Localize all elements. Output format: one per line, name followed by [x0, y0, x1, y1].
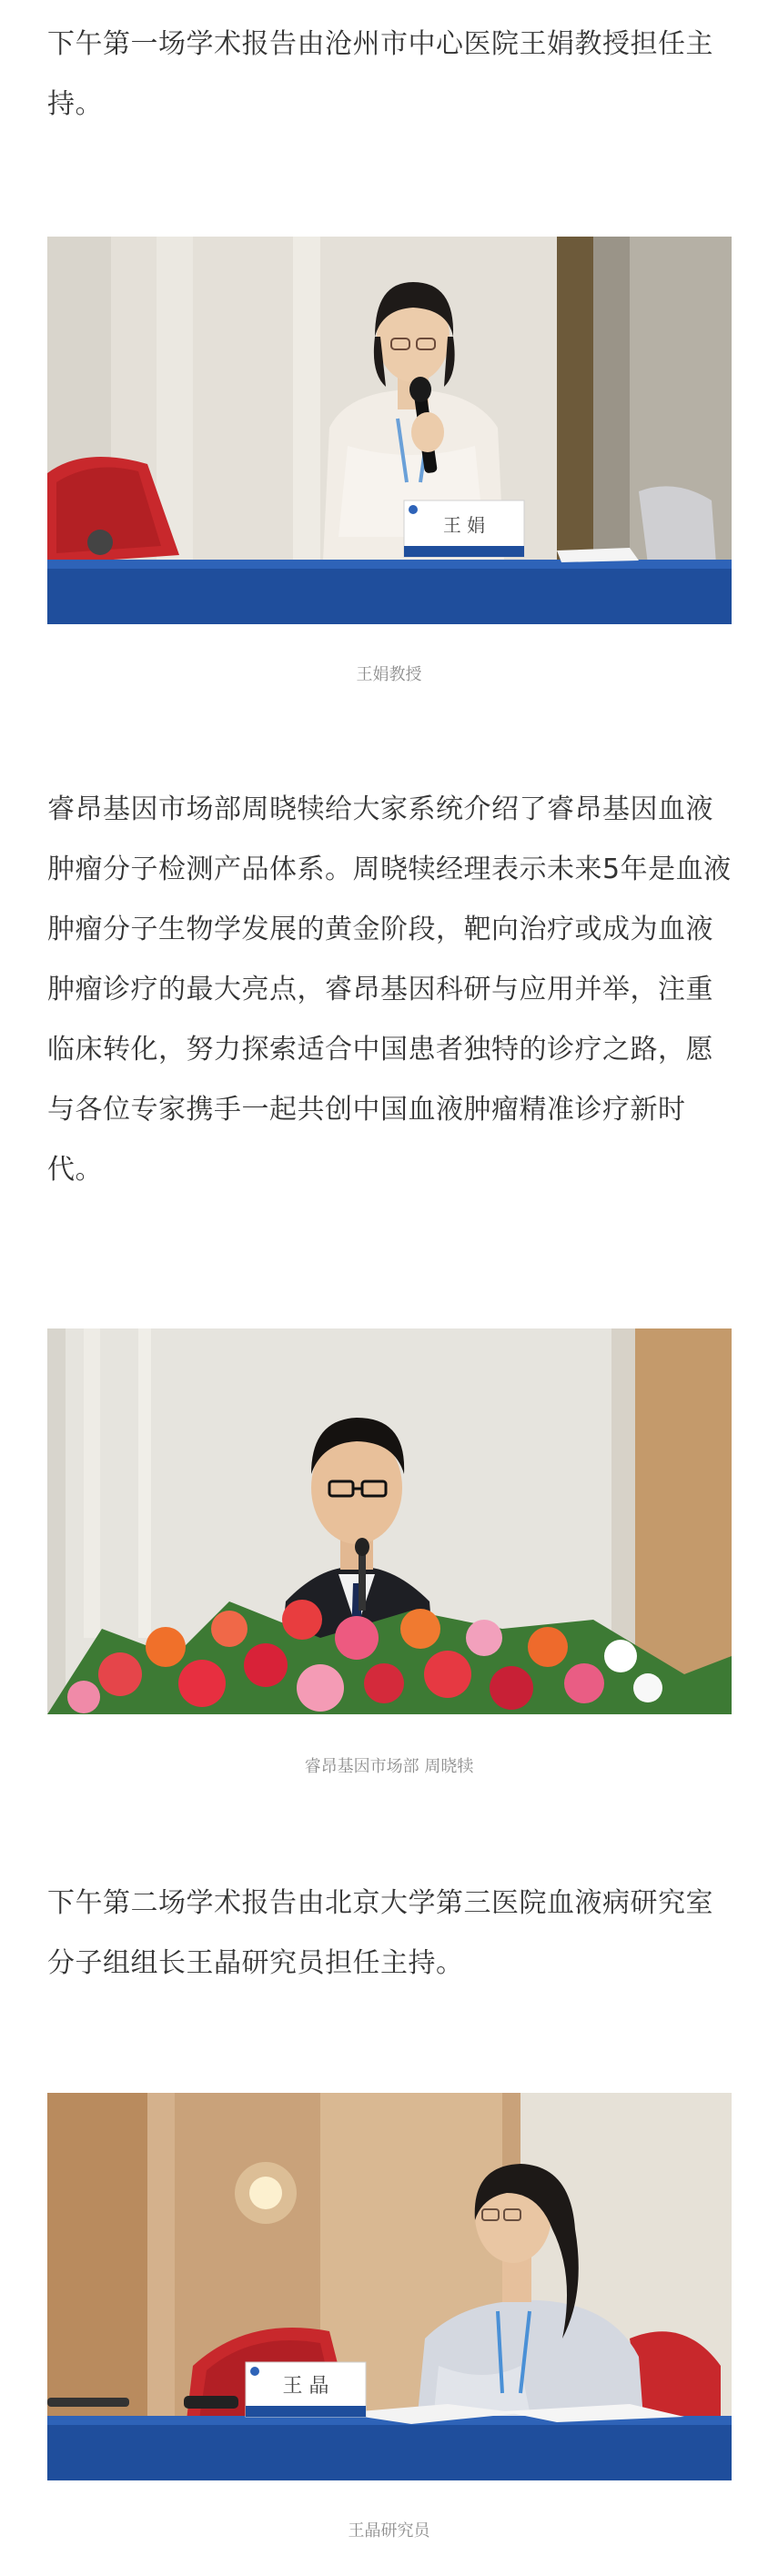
- photo-zhou-xiaodu: [47, 1328, 732, 1714]
- photo-zhou-xiaodu-image: [47, 1328, 732, 1714]
- photo-wang-juan: [47, 237, 732, 624]
- caption-zhou-xiaodu: 睿昂基因市场部 周晓犊: [304, 1757, 474, 1776]
- intro-paragraph-1: 下午第一场学术报告由沧州市中心医院王娟教授担任主持。: [47, 28, 713, 120]
- photo-wang-jing-image: [47, 2093, 732, 2480]
- caption-wang-jing: 王晶研究员: [348, 2521, 430, 2541]
- photo-wang-juan-image: [47, 237, 732, 624]
- nameplate-wang-juan: 王 娟: [442, 513, 486, 536]
- photo-wang-jing: [47, 2093, 732, 2480]
- caption-wang-juan: 王娟教授: [356, 665, 422, 684]
- nameplate-wang-jing: 王 晶: [282, 2374, 329, 2398]
- intro-paragraph-3: 下午第二场学术报告由北京大学第三医院血液病研究室分子组组长王晶研究员担任主持。: [47, 1887, 713, 1979]
- intro-paragraph-2: 睿昂基因市场部周晓犊给大家系统介绍了睿昂基因血液肿瘤分子检测产品体系。周晓犊经理表示未来5年是血液肿瘤分子生物学发展的黄金阶段，靶向治疗或成为血液肿瘤诊疗的最大亮点，睿昂基因科研与应用并举，注重临床转化，努力探索适合中国患者独特的诊疗之路，愿与各位专家携手一起共创中国血液肿瘤精准诊疗新时代。: [47, 793, 732, 1186]
